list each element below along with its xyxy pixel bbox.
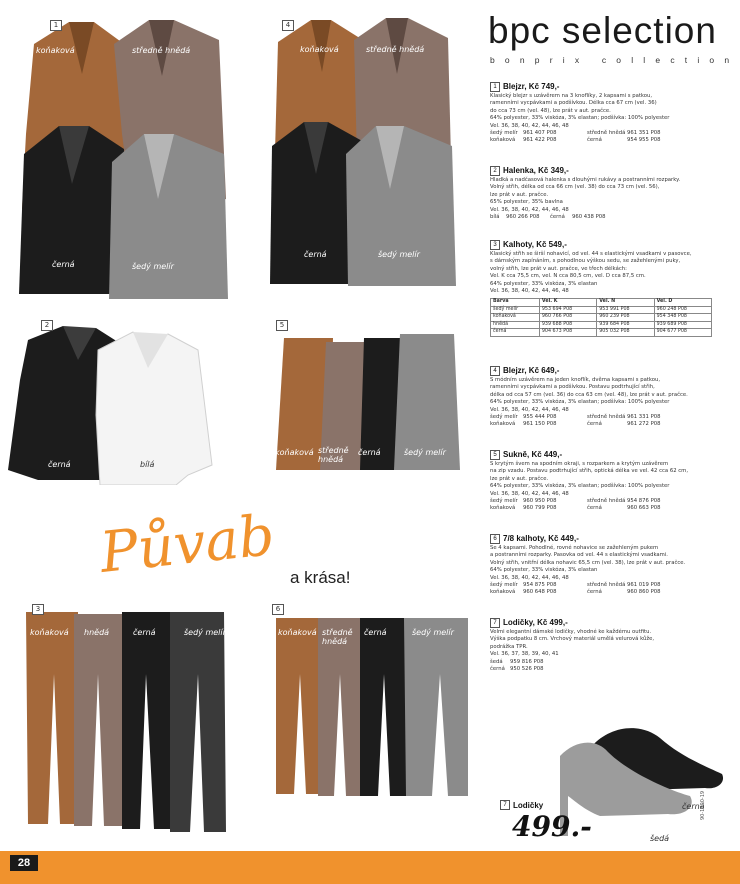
table-cell: 904 677 P08 — [654, 329, 711, 337]
product-desc-line: Vel. 36, 37, 38, 39, 40, 41 — [490, 651, 559, 658]
product-desc-line: Se 4 kapsami. Pohodlné, rovné nohavice se zažehleným pukem — [490, 545, 659, 551]
color-label: bílá — [140, 460, 155, 469]
code-number: 950 526 P08 — [510, 666, 544, 673]
photo-number-badge: 6 — [272, 604, 284, 615]
table-cell: 960 239 P08 — [597, 314, 654, 322]
color-label: koňaková — [30, 628, 69, 637]
color-label: středně hnědá — [318, 446, 349, 464]
product-desc-line: Hladká a nadčasová halenka s dlouhými rukávy a postranními rozparky. — [490, 177, 681, 183]
photo-blouses-2 — [8, 320, 213, 485]
code-number: 961 422 P08 — [523, 137, 557, 144]
table-row — [491, 314, 712, 322]
code-color: černá — [550, 214, 565, 221]
product-number-badge: 4 — [490, 366, 500, 376]
product-heading — [490, 534, 718, 544]
product-title: Kalhoty, Kč 549,- — [503, 240, 567, 249]
code-number: 960 438 P08 — [572, 214, 606, 221]
product-number-badge: 5 — [490, 450, 500, 460]
code-number: 961 407 P08 — [523, 130, 557, 137]
product-title: Blejzr, Kč 749,- — [503, 82, 560, 91]
product-desc-line: Volný střih, vnitřní délka nohavic 65,5 cm (vel. 38), lze prát v aut. pračce. — [490, 559, 686, 566]
color-label: šedý melír — [412, 628, 454, 637]
code-color: černá — [587, 589, 602, 596]
table-cell: koňaková — [491, 314, 540, 322]
color-label: černá — [48, 460, 71, 469]
color-label: koňaková — [275, 448, 314, 457]
product-4 — [490, 366, 718, 429]
code-color: koňaková — [490, 137, 516, 144]
code-number: 960 266 P08 — [506, 214, 540, 221]
code-color: šedý melír — [490, 582, 518, 589]
code-number: 960 648 P08 — [523, 589, 557, 596]
catalog-code: 90-1800-19 — [700, 790, 706, 820]
table-header: Vel. N — [597, 299, 654, 307]
photo-skirts-5 — [268, 320, 464, 475]
table-cell: 960 766 P08 — [539, 314, 596, 322]
color-label: černá — [364, 628, 387, 637]
code-number: 961 351 P08 — [627, 130, 661, 137]
product-desc-line: Vel. 36, 38, 40, 42, 44, 46, 48 — [490, 406, 569, 413]
product-desc-line: Vel. 36, 38, 40, 42, 44, 46, 48 — [490, 490, 569, 497]
product-codes — [490, 214, 718, 221]
color-label: středně hnědá — [366, 45, 425, 54]
product-heading — [490, 450, 718, 460]
table-row — [491, 329, 712, 337]
product-desc-line: a postranními rozparky. Pasovka od vel. 44 s elastickými vsadkami. — [490, 552, 668, 559]
product-desc-line: 64% polyester, 33% viskóza, 3% elastan; podšívka: 100% polyester — [490, 399, 670, 406]
color-label: šedý melír — [404, 448, 446, 457]
code-color: šedý melír — [490, 414, 518, 421]
table-header: Vel. D — [654, 299, 711, 307]
product-desc-line: 65% polyester, 35% bavlna — [490, 199, 563, 206]
product-desc-line: Volný střih, délka od cca 66 cm (vel. 38) do cca 73 cm (vel. 56), — [490, 184, 660, 191]
color-label: koňaková — [300, 45, 339, 54]
photo-trousers-6 — [272, 604, 470, 800]
product-desc-line: na zip vzadu. Postavu podtrhující střih, optická délka ve vel. 42 cca 62 cm, — [490, 468, 689, 475]
color-label: černá — [304, 250, 327, 259]
product-codes — [490, 659, 718, 674]
page-number: 28 — [10, 855, 38, 871]
color-label: černá — [358, 448, 381, 457]
product-desc-line: 64% polyester, 33% viskóza, 3% elastan; podšívka: 100% polyester — [490, 483, 670, 490]
code-color: koňaková — [490, 505, 516, 512]
product-desc-line: Vel. 36, 38, 40, 42, 44, 46, 48 — [490, 122, 569, 129]
product-title: Sukně, Kč 449,- — [503, 450, 563, 459]
table-cell: hnědá — [491, 321, 540, 329]
product-codes — [490, 582, 718, 597]
product-number-badge: 2 — [490, 166, 500, 176]
color-label: středně hnědá — [132, 46, 191, 55]
color-label: černá — [682, 802, 705, 811]
code-color: šedý melír — [490, 498, 518, 505]
product-heading — [490, 166, 718, 176]
code-number: 960 950 P08 — [523, 498, 557, 505]
product-desc-line: ramenními vycpávkami a podšívkou. Délka cca 67 cm (vel. 36) — [490, 100, 657, 107]
code-color: středně hnědá — [587, 414, 626, 421]
color-label: černá — [52, 260, 75, 269]
color-label: šedý melír — [184, 628, 226, 637]
photo-trousers-3 — [18, 604, 226, 834]
product-title: Blejzr, Kč 649,- — [503, 366, 560, 375]
table-cell: 953 694 P08 — [539, 306, 596, 314]
product-desc-line: Vel. K cca 75,5 cm, vel. N cca 80,5 cm, vel. D cca 87,5 cm. — [490, 273, 646, 280]
code-number: 955 444 P08 — [523, 414, 557, 421]
product-desc-line: Klasický střih se širší nohavicí, od vel. 44 s elastickými vsadkami v pasovce, — [490, 251, 692, 257]
table-cell: 953 991 P08 — [597, 306, 654, 314]
brand-subtitle: bonprix collection — [490, 55, 740, 65]
footer-bar — [0, 851, 740, 884]
product-heading — [490, 82, 718, 92]
code-number: 959 816 P08 — [510, 658, 544, 665]
code-color: černá — [587, 505, 602, 512]
product-desc-line: ramenními vycpávkami a podšívkou. Postavu podtrhující střih, — [490, 384, 655, 391]
table-cell: 954 348 P08 — [654, 314, 711, 322]
product-desc-line: do cca 73 cm (vel. 48), lze prát v aut. pračce. — [490, 107, 611, 114]
code-color: černá — [587, 137, 602, 144]
table-cell: 905 032 P08 — [597, 329, 654, 337]
product-desc-line: Velmi elegantní dámské lodičky, vhodné ke každému outfitu. — [490, 629, 652, 635]
product-7 — [490, 618, 718, 673]
table-cell: 939 689 P08 — [654, 321, 711, 329]
product-desc-line: lze prát v aut. pračce. — [490, 475, 549, 482]
color-label: středně hnědá — [322, 628, 353, 646]
product-codes — [490, 498, 718, 513]
code-number: 954 875 P08 — [523, 582, 557, 589]
product-3 — [490, 240, 718, 341]
code-number: 961 331 P08 — [627, 414, 661, 421]
code-color: koňaková — [490, 589, 516, 596]
product-desc-line: 64% polyester, 33% viskóza, 3% elastan — [490, 280, 598, 287]
size-code-table — [490, 298, 712, 337]
table-cell: 904 673 P08 — [539, 329, 596, 337]
code-number: 961 019 P08 — [627, 582, 661, 589]
table-cell: 960 248 P08 — [654, 306, 711, 314]
color-label: koňaková — [278, 628, 317, 637]
product-desc-line: lze prát v aut. pračce. — [490, 191, 549, 198]
product-desc-line: 64% polyester, 33% viskóza, 3% elastan; podšívka: 100% polyester — [490, 115, 670, 122]
product-desc-line: volný střih, lze prát v aut. pračce, ve třech délkách: — [490, 265, 627, 272]
product-desc-line: Výška podpatku 8 cm. Vrchový materiál umělá velurová kůže, — [490, 636, 655, 643]
color-label: šedý melír — [378, 250, 420, 259]
code-color: středně hnědá — [587, 130, 626, 137]
product-heading — [490, 240, 718, 250]
blazer-illustration — [266, 14, 464, 290]
slogan-script: Půvab — [97, 503, 278, 586]
product-desc-line: délka od cca 57 cm (vel. 36) do cca 63 cm (vel. 48), lze prát v aut. pračce. — [490, 391, 688, 398]
code-color: šedý melír — [490, 130, 518, 137]
code-color: středně hnědá — [587, 498, 626, 505]
table-cell: 939 684 P08 — [597, 321, 654, 329]
product-desc-line: Vel. 36, 38, 40, 42, 44, 46, 48 — [490, 288, 569, 295]
color-label: šedý melír — [132, 262, 174, 271]
photo-blazers-1 — [14, 14, 240, 300]
product-desc-line: 64% polyester, 33% viskóza, 3% elastan — [490, 567, 598, 574]
product-number-badge: 3 — [490, 240, 500, 250]
brand-title: bpc selection — [488, 10, 717, 51]
photo-number-badge: 5 — [276, 320, 288, 331]
color-label: černá — [133, 628, 156, 637]
code-color: bílá — [490, 214, 500, 221]
table-cell: černá — [491, 329, 540, 337]
code-number: 960 799 P08 — [523, 505, 557, 512]
product-codes — [490, 414, 718, 429]
photo-number-badge: 3 — [32, 604, 44, 615]
code-color: šedá — [490, 658, 503, 665]
code-number: 954 955 P08 — [627, 137, 661, 144]
photo-blazers-4 — [266, 14, 464, 290]
product-desc-line: Klasický blejzr s uzávěrem na 3 knoflíky, 2 kapsami s patkou, — [490, 93, 653, 99]
color-label: šedá — [650, 834, 670, 843]
product-heading — [490, 366, 718, 376]
product-desc-line: S módním uzávěrem na jeden knoflík, dvěma kapsami s patkou, — [490, 377, 661, 383]
color-label: hnědá — [84, 628, 110, 637]
product-number-badge: 6 — [490, 534, 500, 544]
table-header: Vel. K — [539, 299, 596, 307]
table-row — [491, 321, 712, 329]
photo-number-badge: 7 — [500, 800, 510, 810]
product-number-badge: 1 — [490, 82, 500, 92]
shoe-price: 499.- — [512, 810, 592, 843]
code-number: 954 876 P08 — [627, 498, 661, 505]
trousers-illustration — [18, 604, 226, 834]
product-1 — [490, 82, 718, 145]
product-desc-line: S krytým švem na spodním okraji, s rozparkem a krytým uzávěrem — [490, 461, 669, 467]
table-row — [491, 306, 712, 314]
product-title: Lodičky, Kč 499,- — [503, 618, 568, 627]
product-desc-line: podrážka TPR. — [490, 643, 528, 650]
photo-number-badge: 2 — [41, 320, 53, 331]
code-color: středně hnědá — [587, 582, 626, 589]
table-header: Barva — [491, 299, 540, 307]
photo-number-badge: 4 — [282, 20, 294, 31]
table-cell: 939 688 P08 — [539, 321, 596, 329]
code-color: černá — [587, 421, 602, 428]
code-number: 961 272 P08 — [627, 421, 661, 428]
product-5 — [490, 450, 718, 513]
blouse-illustration — [8, 320, 213, 485]
code-number: 960 663 P08 — [627, 505, 661, 512]
code-number: 961 150 P08 — [523, 421, 557, 428]
photo-number-badge: 1 — [50, 20, 62, 31]
product-codes — [490, 130, 718, 145]
product-2 — [490, 166, 718, 221]
product-title: Halenka, Kč 349,- — [503, 166, 569, 175]
product-heading — [490, 618, 718, 628]
slogan-tail: a krása! — [290, 568, 351, 587]
product-desc-line: Vel. 36, 38, 40, 42, 44, 46, 48 — [490, 574, 569, 581]
color-label: koňaková — [36, 46, 75, 55]
photo-shoes-7 — [500, 716, 726, 844]
product-6 — [490, 534, 718, 597]
code-number: 960 860 P08 — [627, 589, 661, 596]
shoe-title-label: Lodičky — [513, 800, 544, 810]
product-title: 7/8 kalhoty, Kč 449,- — [503, 534, 579, 543]
product-desc-line: s dámským zapínáním, s pohodlnou výškou sedu, se zažehlenými puky, — [490, 258, 681, 265]
blazer-illustration — [14, 14, 240, 300]
code-color: koňaková — [490, 421, 516, 428]
product-number-badge: 7 — [490, 618, 500, 628]
code-color: černá — [490, 666, 505, 673]
shoe-title — [500, 800, 543, 810]
product-desc-line: Vel. 36, 38, 40, 42, 44, 46, 48 — [490, 206, 569, 213]
table-cell: šedý melír — [491, 306, 540, 314]
